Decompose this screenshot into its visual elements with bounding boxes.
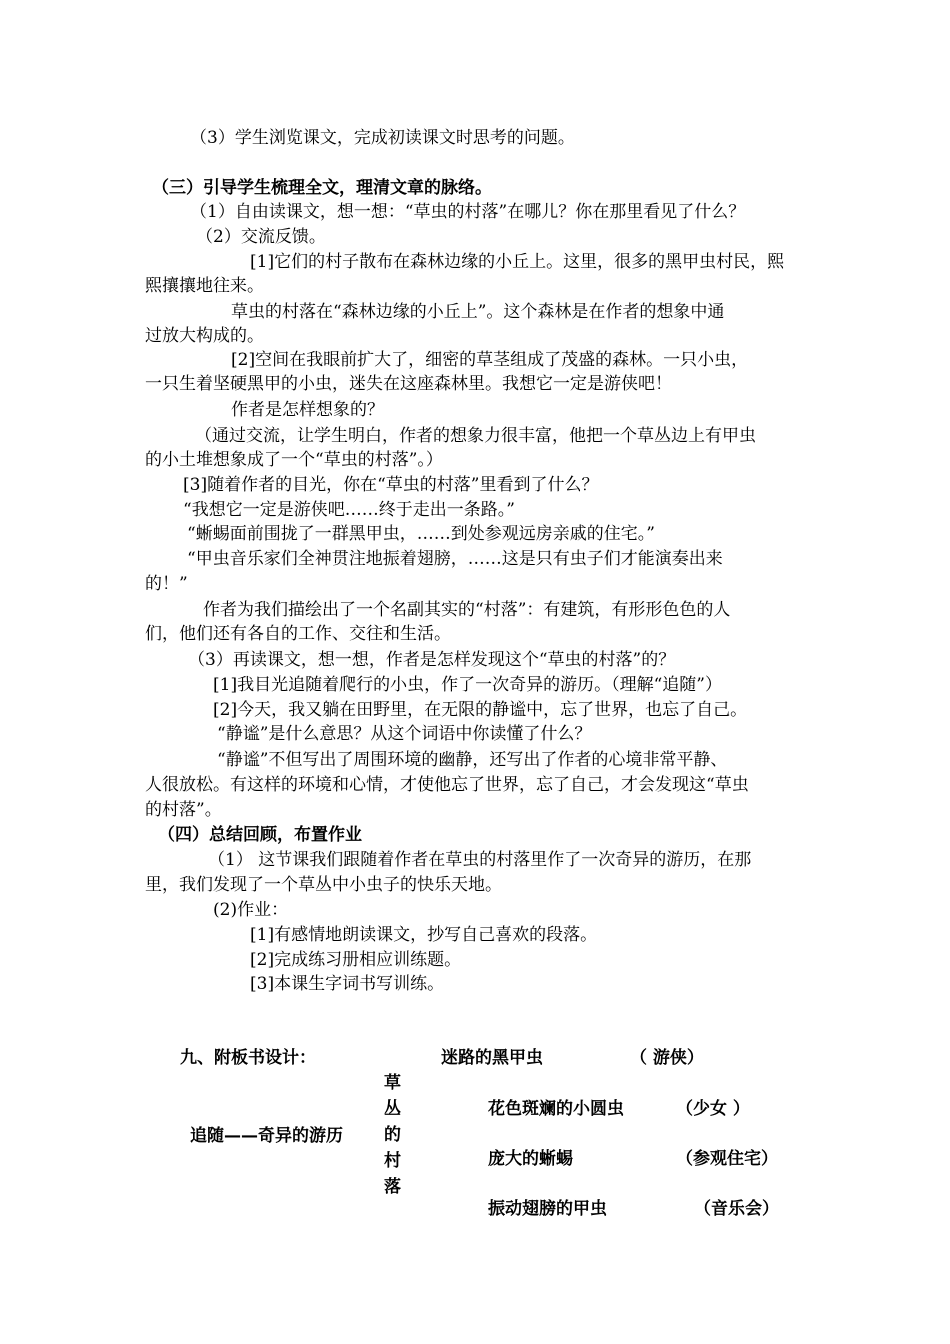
paragraph-line: （3）学生浏览课文，完成初读课文时思考的问题。 (190, 128, 575, 148)
paragraph-line: 过放大构成的。 (145, 326, 264, 346)
board-item-note: （音乐会） (694, 1199, 779, 1219)
paragraph-line: 的村落”。 (145, 800, 222, 820)
section-heading-4: （四）总结回顾，布置作业 (158, 825, 362, 845)
board-item-text: 庞大的蜥蜴 (488, 1149, 573, 1169)
paragraph-line: （1）自由读课文，想一想：“草虫的村落”在哪儿？你在那里看见了什么？ (190, 202, 746, 222)
paragraph-line: [1]它们的村子散布在森林边缘的小丘上。这里，很多的黑甲虫村民，熙 (250, 252, 785, 272)
homework-item: [1]有感情地朗读课文，抄写自己喜欢的段落。 (250, 925, 598, 945)
paragraph-line: （通过交流，让学生明白，作者的想象力很丰富，他把一个草丛边上有甲虫 (195, 426, 756, 446)
homework-item: [2]完成练习册相应训练题。 (250, 950, 462, 970)
paragraph-line: (2)作业： (213, 900, 289, 920)
paragraph-line: 的小土堆想象成了一个“草虫的村落”。） (145, 450, 443, 470)
board-item-note: （少女 ） (676, 1099, 750, 1119)
board-item-note: （参观住宅） (676, 1149, 778, 1169)
paragraph-line: （1） 这节课我们跟随着作者在草虫的村落里作了一次奇异的游历，在那 (208, 850, 752, 870)
board-left-label: 追随——奇异的游历 (190, 1126, 343, 1146)
vertical-char: 草 (384, 1073, 401, 1093)
paragraph-line: “静谧”是什么意思？从这个词语中你读懂了什么？ (217, 724, 592, 744)
homework-item: [3]本课生字词书写训练。 (250, 974, 445, 994)
vertical-char: 的 (384, 1125, 401, 1145)
paragraph-line: （3）再读课文，想一想，作者是怎样发现这个“草虫的村落”的？ (188, 650, 676, 670)
board-vertical-title (384, 1070, 404, 1200)
vertical-char: 村 (384, 1151, 401, 1171)
board-item-text: 花色斑斓的小圆虫 (488, 1099, 624, 1119)
quote-line: “我想它一定是游侠吧……终于走出一条路。” (183, 500, 515, 520)
board-item-note: （ 游侠） (630, 1048, 704, 1068)
paragraph-line: [3]随着作者的目光，你在“草虫的村落”里看到了什么？ (183, 475, 599, 495)
vertical-char: 丛 (384, 1099, 401, 1119)
paragraph-line: [2]今天，我又躺在田野里，在无限的静谧中，忘了世界，也忘了自己。 (213, 700, 748, 720)
vertical-char: 落 (384, 1177, 401, 1197)
paragraph-line: “静谧”不但写出了周围环境的幽静，还写出了作者的心境非常平静、 (217, 750, 728, 770)
paragraph-line: 里，我们发现了一个草丛中小虫子的快乐天地。 (145, 875, 502, 895)
quote-line: “甲虫音乐家们全神贯注地振着翅膀，……这是只有虫子们才能演奏出来 (187, 549, 723, 569)
paragraph-line: 们，他们还有各自的工作、交往和生活。 (145, 624, 451, 644)
paragraph-line: 熙攘攘地往来。 (145, 276, 264, 296)
quote-line: “蜥蜴面前围拢了一群黑甲虫，……到处参观远房亲戚的住宅。” (187, 524, 655, 544)
paragraph-line: 草虫的村落在“森林边缘的小丘上”。这个森林是在作者的想象中通 (231, 302, 725, 322)
paragraph-line: 人很放松。有这样的环境和心情，才使他忘了世界，忘了自己，才会发现这“草虫 (145, 775, 749, 795)
paragraph-line: [2]空间在我眼前扩大了，细密的草茎组成了茂盛的森林。一只小虫， (231, 350, 749, 370)
board-heading: 九、附板书设计： (180, 1048, 316, 1068)
paragraph-line: [1]我目光追随着爬行的小虫，作了一次奇异的游历。（理解“追随”） (213, 675, 722, 695)
paragraph-line: 作者为我们描绘出了一个名副其实的“村落”：有建筑，有形形色色的人 (203, 600, 731, 620)
paragraph-line: （2）交流反馈。 (196, 227, 326, 247)
board-item-text: 迷路的黑甲虫 (441, 1048, 543, 1068)
board-item-text: 振动翅膀的甲虫 (488, 1199, 607, 1219)
paragraph-line: 作者是怎样想象的？ (231, 400, 384, 420)
section-heading-3: （三）引导学生梳理全文，理清文章的脉络。 (152, 178, 492, 198)
paragraph-line: 一只生着坚硬黑甲的小虫，迷失在这座森林里。我想它一定是游侠吧！ (145, 374, 672, 394)
quote-line: 的！” (145, 574, 188, 594)
